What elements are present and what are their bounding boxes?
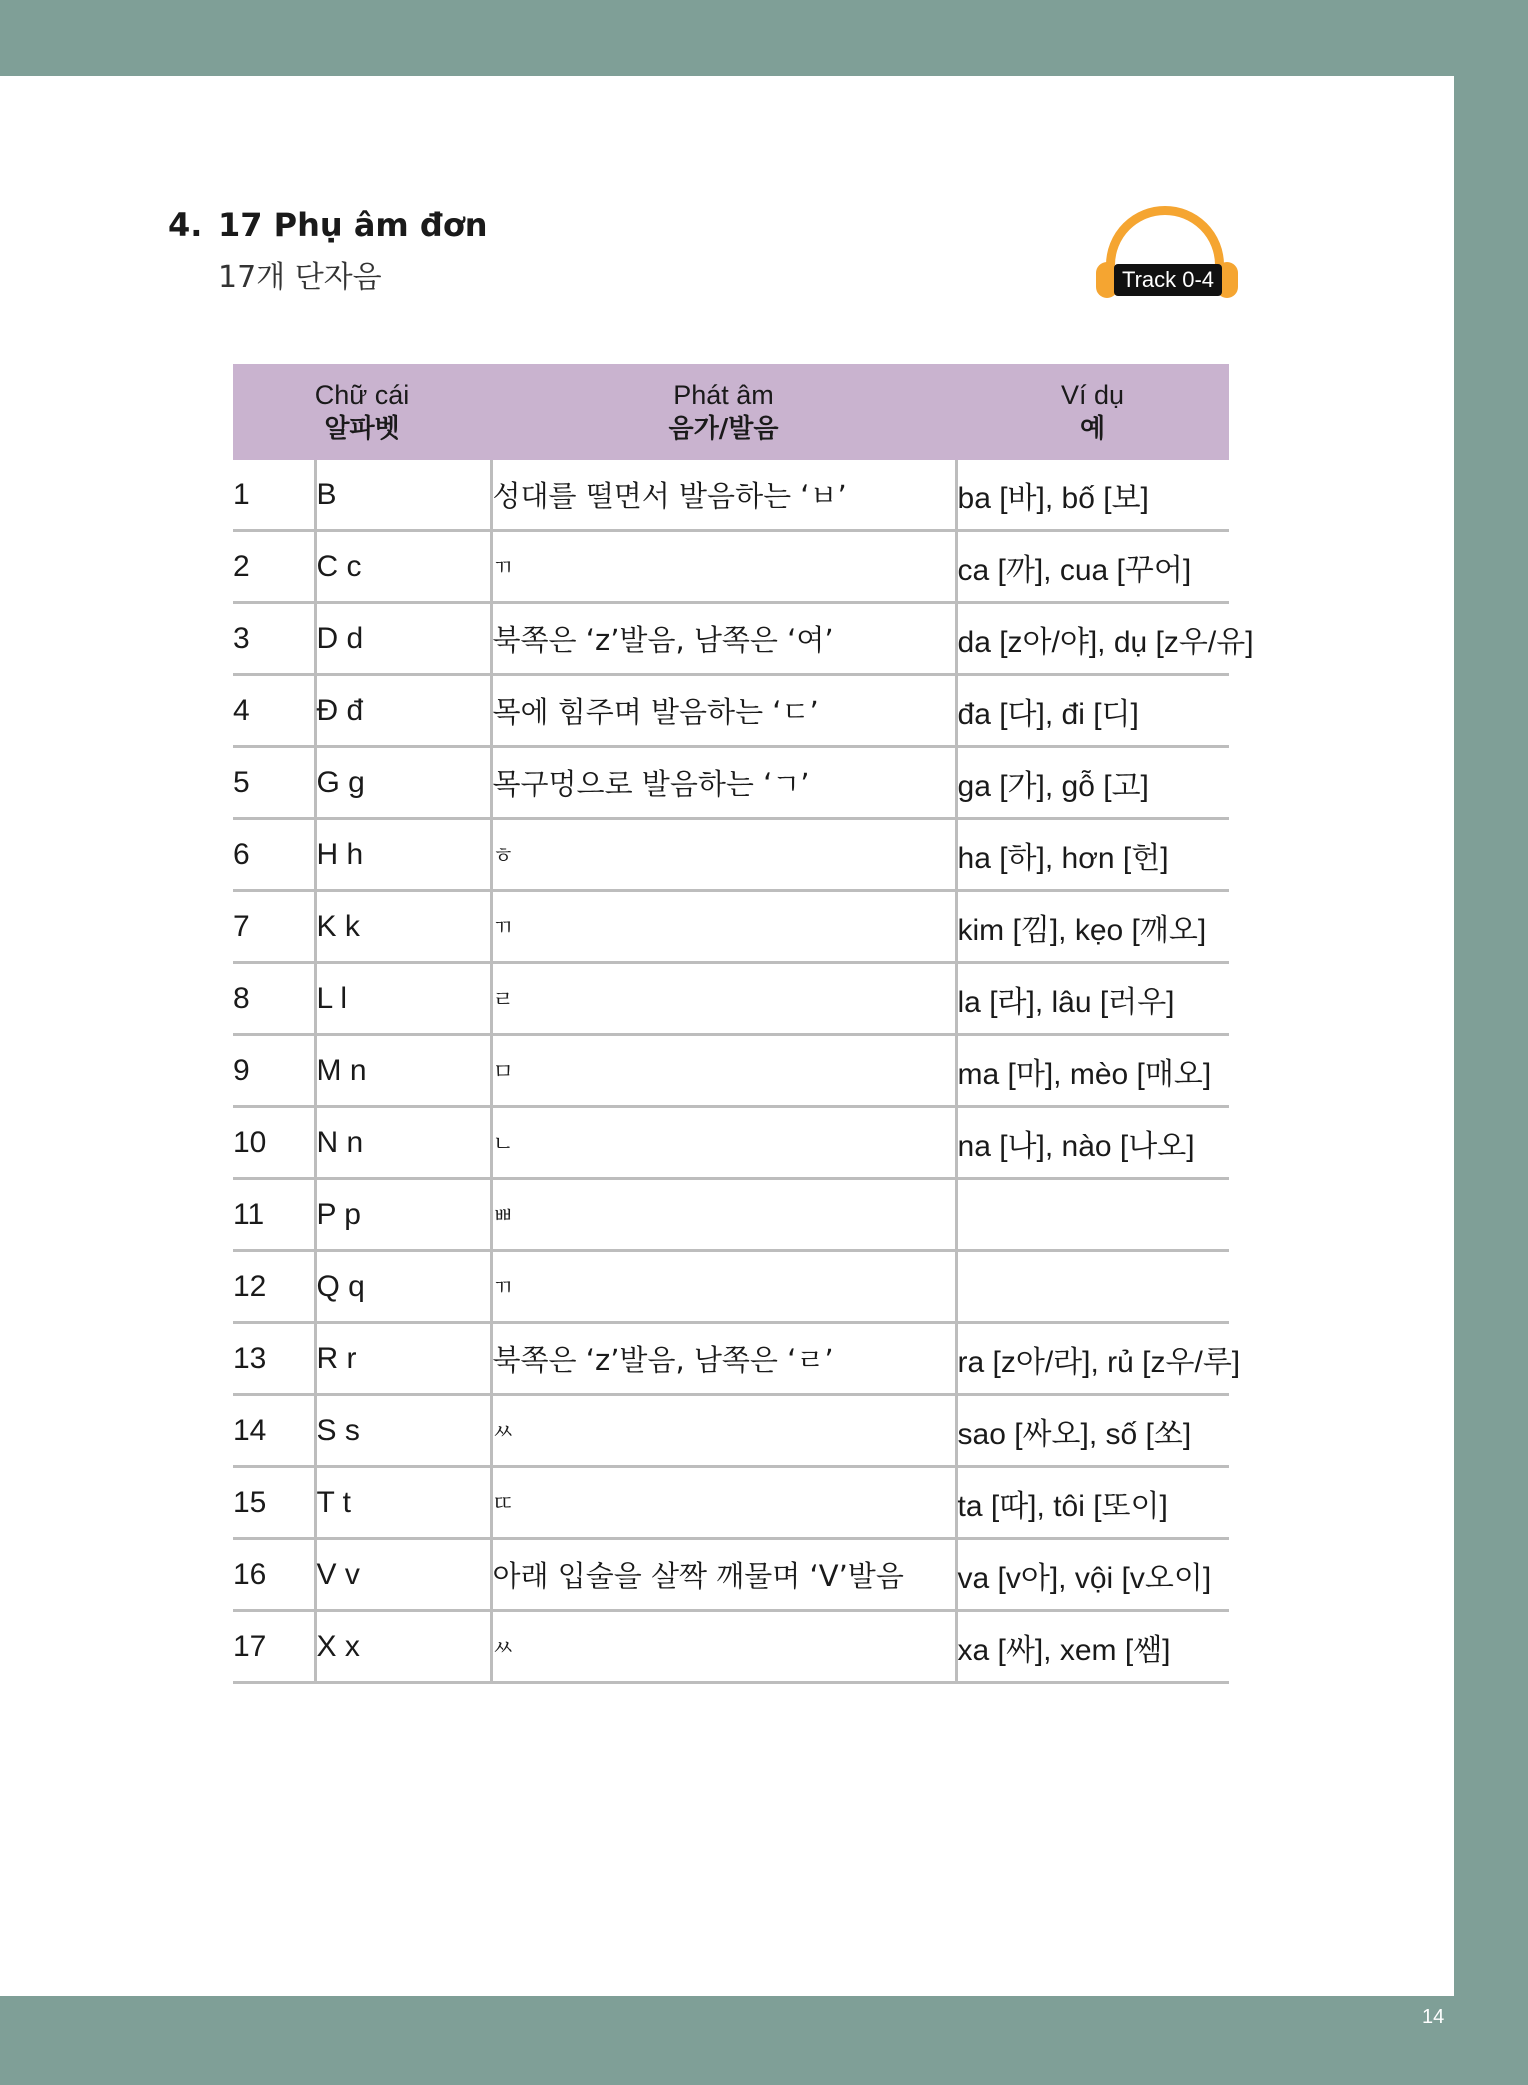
table-row xyxy=(233,603,1229,675)
row-pronunciation: 목구멍으로 발음하는 ‘ㄱ’ xyxy=(491,747,956,819)
row-example: sao [싸오], số [쏘] xyxy=(956,1395,1229,1467)
row-letter: N n xyxy=(315,1107,491,1179)
row-pronunciation: ㅆ xyxy=(491,1395,956,1467)
row-number: 13 xyxy=(233,1323,315,1395)
row-example: ga [가], gỗ [고] xyxy=(956,747,1229,819)
row-letter: Q q xyxy=(315,1251,491,1323)
row-letter: T t xyxy=(315,1467,491,1539)
track-label: Track 0-4 xyxy=(1114,264,1222,296)
row-pronunciation: ㄸ xyxy=(491,1467,956,1539)
section-heading xyxy=(168,206,488,244)
row-example: na [나], nào [나오] xyxy=(956,1107,1229,1179)
row-pronunciation: 북쪽은 ‘z’발음, 남쪽은 ‘여’ xyxy=(491,603,956,675)
row-number: 6 xyxy=(233,819,315,891)
row-pronunciation: ㄹ xyxy=(491,963,956,1035)
row-example xyxy=(956,1179,1229,1251)
table-row xyxy=(233,819,1229,891)
row-pronunciation: ㄲ xyxy=(491,531,956,603)
row-example: ba [바], bố [보] xyxy=(956,460,1229,531)
row-pronunciation: ㅎ xyxy=(491,819,956,891)
row-number: 4 xyxy=(233,675,315,747)
row-letter: X x xyxy=(315,1611,491,1683)
row-number: 3 xyxy=(233,603,315,675)
table-row xyxy=(233,531,1229,603)
section-number: 4. xyxy=(168,206,203,244)
row-pronunciation: 목에 힘주며 발음하는 ‘ㄷ’ xyxy=(491,675,956,747)
row-letter: M n xyxy=(315,1035,491,1107)
table-header-row xyxy=(233,364,1229,460)
table-row xyxy=(233,891,1229,963)
row-letter: R r xyxy=(315,1323,491,1395)
row-example: va [v아], vội [v오이] xyxy=(956,1539,1229,1611)
row-pronunciation: 북쪽은 ‘z’발음, 남쪽은 ‘ㄹ’ xyxy=(491,1323,956,1395)
row-pronunciation: ㄴ xyxy=(491,1107,956,1179)
table-row xyxy=(233,1467,1229,1539)
row-example: la [라], lâu [러우] xyxy=(956,963,1229,1035)
row-example: kim [낌], kẹo [깨오] xyxy=(956,891,1229,963)
row-example: ca [까], cua [꾸어] xyxy=(956,531,1229,603)
row-number: 15 xyxy=(233,1467,315,1539)
table-row xyxy=(233,1179,1229,1251)
table-body xyxy=(233,460,1254,1683)
table-row xyxy=(233,1107,1229,1179)
consonant-table xyxy=(233,364,1254,1684)
row-example: đa [다], đi [디] xyxy=(956,675,1229,747)
track-badge[interactable] xyxy=(1096,204,1242,300)
table-row xyxy=(233,1611,1229,1683)
row-letter: K k xyxy=(315,891,491,963)
row-example: ra [z아/라], rủ [z우/루] xyxy=(956,1323,1229,1395)
table-row xyxy=(233,963,1229,1035)
table-row xyxy=(233,1035,1229,1107)
row-number: 7 xyxy=(233,891,315,963)
row-number: 17 xyxy=(233,1611,315,1683)
row-pronunciation: ㅃ xyxy=(491,1179,956,1251)
section-subtitle: 17개 단자음 xyxy=(218,260,382,295)
row-letter: D d xyxy=(315,603,491,675)
row-number: 14 xyxy=(233,1395,315,1467)
header-pron-vi: Phát âm xyxy=(673,380,774,410)
row-example xyxy=(956,1251,1229,1323)
table-row xyxy=(233,460,1229,531)
row-pronunciation: ㅁ xyxy=(491,1035,956,1107)
header-ex-vi: Ví dụ xyxy=(1060,380,1125,410)
table-row xyxy=(233,1323,1229,1395)
header-ex-ko: 예 xyxy=(1079,414,1106,444)
row-letter: L l xyxy=(315,963,491,1035)
row-number: 8 xyxy=(233,963,315,1035)
row-example: da [z아/야], dụ [z우/유] xyxy=(956,603,1229,675)
table-row xyxy=(233,1539,1229,1611)
row-pronunciation: 아래 입술을 살짝 깨물며 ‘V’발음 xyxy=(491,1539,956,1611)
header-pron-ko: 음가/발음 xyxy=(668,414,779,444)
row-example: ta [따], tôi [또이] xyxy=(956,1467,1229,1539)
table-row xyxy=(233,747,1229,819)
row-letter: C c xyxy=(315,531,491,603)
header-pronunciation xyxy=(491,364,956,460)
row-pronunciation: ㄲ xyxy=(491,891,956,963)
header-letter-vi: Chữ cái xyxy=(314,380,410,410)
row-example: ma [마], mèo [매오] xyxy=(956,1035,1229,1107)
header-letter-ko: 알파벳 xyxy=(324,414,400,444)
row-letter: G g xyxy=(315,747,491,819)
table-row xyxy=(233,1251,1229,1323)
row-letter: H h xyxy=(315,819,491,891)
row-letter: S s xyxy=(315,1395,491,1467)
table-row xyxy=(233,1395,1229,1467)
row-number: 1 xyxy=(233,460,315,531)
row-number: 2 xyxy=(233,531,315,603)
row-letter: B xyxy=(315,460,491,531)
row-number: 9 xyxy=(233,1035,315,1107)
row-pronunciation: ㄲ xyxy=(491,1251,956,1323)
row-letter: V v xyxy=(315,1539,491,1611)
row-number: 12 xyxy=(233,1251,315,1323)
row-pronunciation: ㅆ xyxy=(491,1611,956,1683)
row-number: 16 xyxy=(233,1539,315,1611)
row-number: 5 xyxy=(233,747,315,819)
header-letter xyxy=(233,364,491,460)
row-letter: Đ đ xyxy=(315,675,491,747)
row-letter: P p xyxy=(315,1179,491,1251)
row-pronunciation: 성대를 떨면서 발음하는 ‘ㅂ’ xyxy=(491,460,956,531)
page-number: 14 xyxy=(1422,2006,1445,2028)
section-title: 17 Phụ âm đơn xyxy=(218,206,488,244)
header-example xyxy=(956,364,1229,460)
row-example: ha [하], hơn [헌] xyxy=(956,819,1229,891)
table-row xyxy=(233,675,1229,747)
row-example: xa [싸], xem [쌤] xyxy=(956,1611,1229,1683)
row-number: 10 xyxy=(233,1107,315,1179)
row-number: 11 xyxy=(233,1179,315,1251)
